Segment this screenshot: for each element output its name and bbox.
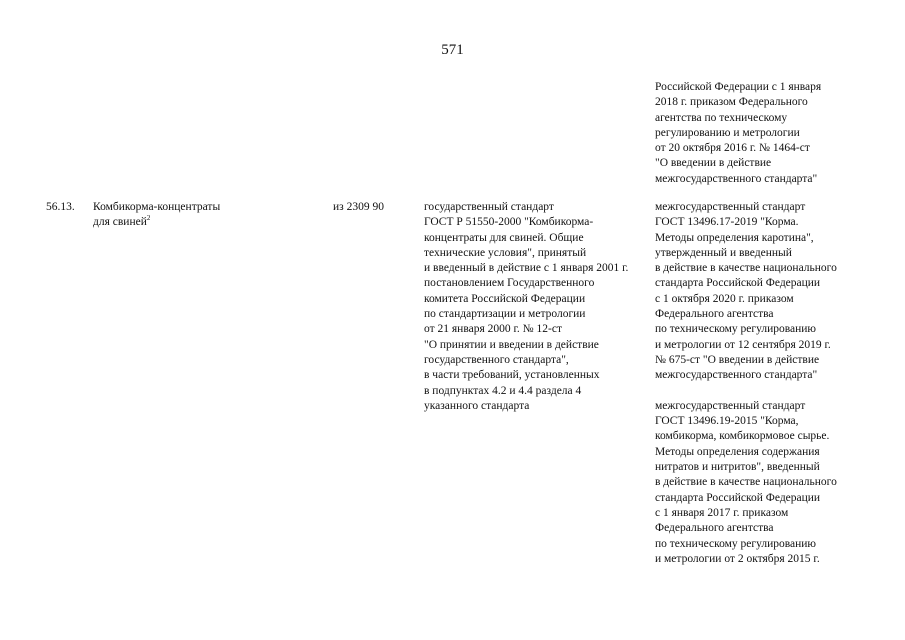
text-line: межгосударственный стандарт [655, 201, 806, 213]
text-line: и метрологии от 2 октября 2015 г. [655, 552, 820, 565]
text-line: Федерального агентства [655, 522, 774, 535]
text-line: указанного стандарта [424, 399, 530, 412]
product-name [93, 200, 220, 231]
text-line: с 1 января 2017 г. приказом [655, 506, 789, 519]
text-line: концентраты для свиней. Общие [424, 231, 584, 244]
text-line: 2018 г. приказом Федерального [655, 96, 808, 109]
text-line: нитратов и нитритов", введенный [655, 461, 820, 474]
text-line: государственный стандарт [424, 201, 554, 213]
text-line: регулированию и метрологии [655, 126, 800, 139]
text-line: межгосударственного стандарта" [655, 369, 818, 382]
text-line: постановлением Государственного [424, 277, 595, 290]
text-line: стандарта Российской Федерации [655, 491, 821, 504]
tnved-code-text: из 2309 90 [333, 201, 384, 213]
footnote-marker: 2 [146, 214, 151, 223]
text-line: и метрологии от 12 сентября 2019 г. [655, 338, 831, 351]
text-line: по техническому регулированию [655, 323, 817, 336]
text-line: и введенный в действие с 1 января 2001 г. [424, 262, 629, 275]
text-line: комитета Российской Федерации [424, 292, 586, 305]
text-line: государственного стандарта", [424, 353, 569, 366]
tnved-code [333, 200, 384, 215]
text-line: ГОСТ 13496.17-2019 "Корма. [655, 216, 799, 229]
row-number-text: 56.13. [46, 201, 75, 213]
method-entry [655, 200, 837, 384]
requirements-standard [424, 200, 628, 414]
product-name-text: для свиней [93, 216, 147, 229]
text-line: технические условия", принятый [424, 246, 587, 259]
text-line: ГОСТ Р 51550-2000 "Комбикорма- [424, 216, 594, 229]
text-line: ГОСТ 13496.19-2015 "Корма, [655, 415, 799, 428]
text-line: от 21 января 2000 г. № 12-ст [424, 323, 562, 336]
text-line: агентства по техническому [655, 111, 788, 124]
text-line: № 675-ст "О введении в действие [655, 353, 820, 366]
text-line: по техническому регулированию [655, 537, 817, 550]
text-line: с 1 октября 2020 г. приказом [655, 292, 794, 305]
text-line: "О принятии и введении в действие [424, 338, 599, 351]
text-line: в части требований, установленных [424, 369, 600, 382]
row-number [46, 200, 75, 215]
text-line: Российской Федерации с 1 января [655, 81, 822, 93]
product-name-line [93, 215, 220, 230]
text-line: в действие в качестве национального [655, 476, 837, 489]
method-entry [655, 399, 837, 567]
text-line: стандарта Российской Федерации [655, 277, 821, 290]
text-line: межгосударственного стандарта" [655, 172, 818, 185]
text-line: в действие в качестве национального [655, 262, 837, 275]
text-line: от 20 октября 2016 г. № 1464-ст [655, 142, 810, 155]
test-methods [655, 200, 837, 567]
page-number: 571 [441, 42, 464, 58]
text-line: в подпунктах 4.2 и 4.4 раздела 4 [424, 384, 582, 397]
product-name-line: Комбикорма-концентраты [93, 201, 221, 213]
text-line: по стандартизации и метрологии [424, 308, 586, 321]
text-line: утвержденный и введенный [655, 246, 792, 259]
text-line: межгосударственный стандарт [655, 399, 806, 412]
spacer [655, 384, 837, 399]
carry-over-text [655, 80, 821, 187]
text-line: Федерального агентства [655, 308, 774, 321]
text-line: комбикорма, комбикормовое сырье. [655, 430, 830, 443]
text-line: Методы определения каротина", [655, 231, 814, 244]
text-line: Методы определения содержания [655, 445, 820, 458]
text-line: "О введении в действие [655, 157, 772, 170]
